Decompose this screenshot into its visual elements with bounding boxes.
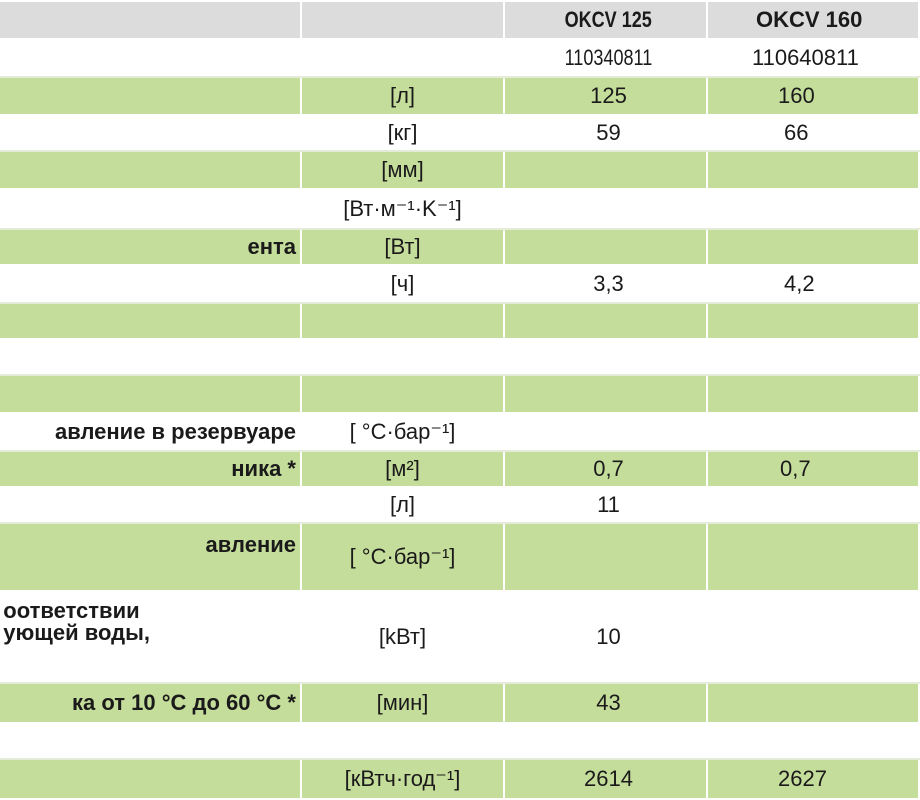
row-unit: [л] [301,487,504,523]
table-row [0,591,919,683]
table-row [0,303,919,339]
row-label [0,759,301,799]
row-value-1: 125 [504,77,707,115]
row-value-2: 66 [707,115,919,151]
row-value-1 [504,375,707,413]
row-label [0,375,301,413]
table-row [0,115,919,151]
row-label [0,115,301,151]
table-row [0,759,919,799]
row-value-2: 160 [707,77,919,115]
row-value-2 [707,151,919,189]
row-label [0,151,301,189]
row-unit: [Вт] [301,229,504,265]
code-label-cell [0,39,301,77]
row-value-1: 11 [504,487,707,523]
row-value-1 [504,723,707,759]
row-value-1 [504,229,707,265]
row-value-1: 59 [504,115,707,151]
row-value-2 [707,723,919,759]
row-label: ента [0,229,301,265]
row-value-2 [707,303,919,339]
table-row [0,77,919,115]
model-name-2: OKCV 160 [707,1,919,39]
table-row [0,265,919,303]
row-unit: [л] [301,77,504,115]
row-label [0,723,301,759]
row-unit: [кВтч·год⁻¹] [301,759,504,799]
table-row [0,683,919,723]
row-value-2 [707,229,919,265]
row-unit [301,375,504,413]
row-value-2 [707,189,919,229]
table-row [0,413,919,451]
row-unit: [ч] [301,265,504,303]
row-label [0,339,301,375]
order-code-2: 110640811 [707,39,919,77]
table-row [0,523,919,591]
row-unit [301,303,504,339]
table-row [0,189,919,229]
row-value-2 [707,375,919,413]
row-value-1 [504,413,707,451]
row-unit [301,339,504,375]
row-value-2 [707,683,919,723]
header-unit-cell [301,1,504,39]
row-label [0,265,301,303]
code-unit-cell [301,39,504,77]
header-label-cell [0,1,301,39]
row-value-2 [707,591,919,683]
table-row [0,487,919,523]
row-value-2 [707,339,919,375]
row-value-2 [707,487,919,523]
row-value-2 [707,523,919,591]
row-value-1 [504,523,707,591]
row-label [0,303,301,339]
row-unit: [мм] [301,151,504,189]
table-row [0,229,919,265]
row-value-1 [504,339,707,375]
row-unit: [м²] [301,451,504,487]
row-unit: [ °C·бар⁻¹] [301,413,504,451]
row-value-1: 10 [504,591,707,683]
row-value-2: 4,2 [707,265,919,303]
row-value-1: 2614 [504,759,707,799]
row-unit: [kВт] [301,591,504,683]
row-value-2: 0,7 [707,451,919,487]
row-value-1: 0,7 [504,451,707,487]
model-name-1: OKCV 125 [504,1,707,39]
row-label: авление в резервуаре [0,413,301,451]
order-code-row [0,39,919,77]
row-value-1 [504,303,707,339]
table-row [0,339,919,375]
row-value-1: 43 [504,683,707,723]
row-value-1 [504,151,707,189]
row-unit: [Вт·м⁻¹·K⁻¹] [301,189,504,229]
row-label: авление [0,523,301,591]
row-unit [301,723,504,759]
row-label: оответствии ующей воды, [0,591,301,683]
table-row [0,375,919,413]
row-label: ка от 10 °C до 60 °C * [0,683,301,723]
row-label: ника * [0,451,301,487]
row-value-2: 2627 [707,759,919,799]
table-row [0,723,919,759]
row-value-2 [707,413,919,451]
model-header-row [0,1,919,39]
row-unit: [мин] [301,683,504,723]
row-unit: [кг] [301,115,504,151]
row-label [0,487,301,523]
row-value-1 [504,189,707,229]
table-row [0,451,919,487]
row-value-1: 3,3 [504,265,707,303]
order-code-1: 110340811 [504,39,707,77]
row-label [0,189,301,229]
row-unit: [ °C·бар⁻¹] [301,523,504,591]
table-row [0,151,919,189]
row-label [0,77,301,115]
